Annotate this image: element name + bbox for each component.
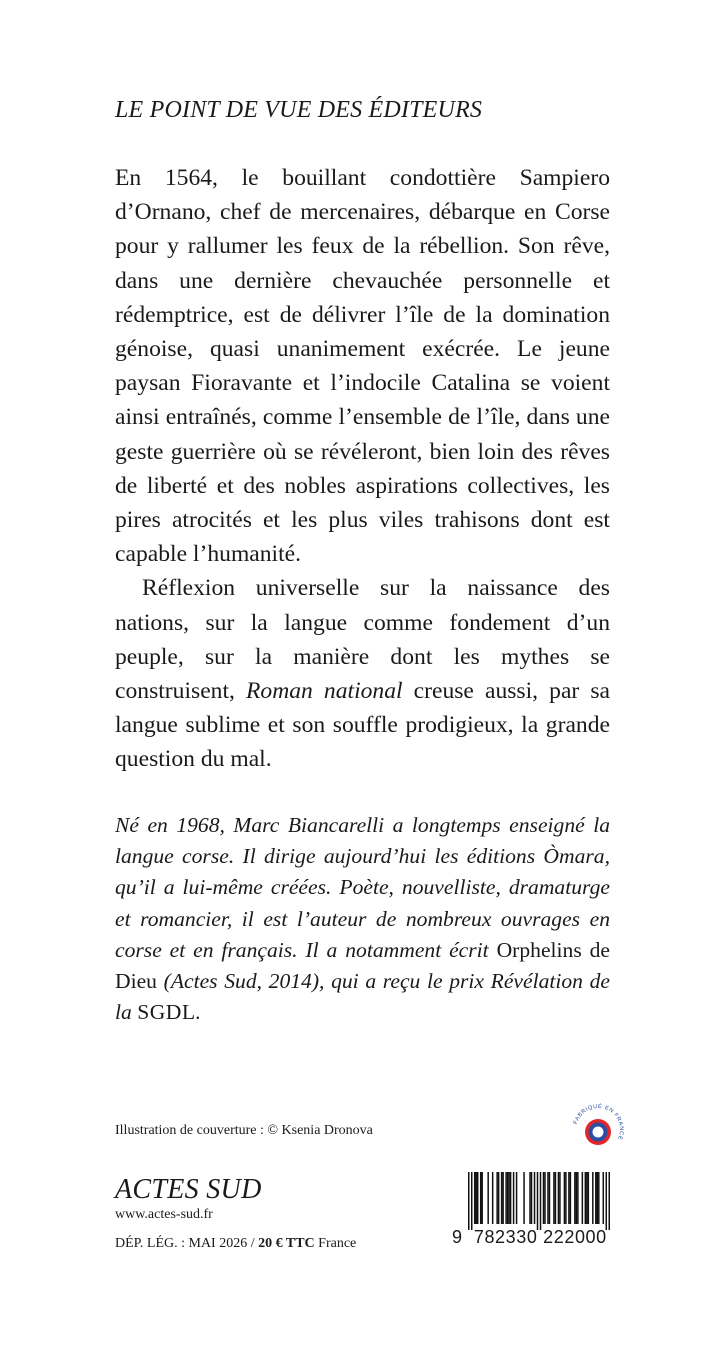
barcode-bar: [516, 1172, 517, 1224]
barcode-bar: [555, 1172, 556, 1224]
barcode-bar: [547, 1172, 548, 1224]
barcode-bar: [471, 1172, 472, 1230]
barcode-bar: [603, 1172, 604, 1224]
barcode-bar: [534, 1172, 535, 1224]
barcode-bar: [588, 1172, 589, 1224]
barcode-group-1: 782330: [473, 1227, 538, 1247]
legal-prefix: DÉP. LÉG. : MAI 2026 /: [115, 1236, 259, 1251]
legal-suffix: France: [314, 1236, 357, 1251]
bio-part-1: Né en 1968, Marc Biancarelli a longtemps enseigné la langue corse. Il dirige aujourd’hui les éditions Òmara, qu’il a lui-même créées. Poète, nouvelliste, dramaturge et romancier, il est l’auteur de nombreux ouvrages en corse et en français. Il a notamment écrit: [115, 813, 610, 962]
barcode-bar: [585, 1172, 586, 1224]
barcode-bar: [577, 1172, 578, 1224]
barcode-bar: [559, 1172, 560, 1224]
barcode-bar: [582, 1172, 583, 1224]
barcode-bar: [586, 1172, 587, 1224]
previous-book-title: Orphelins de Dieu: [115, 937, 610, 994]
barcode-bar: [558, 1172, 559, 1224]
blurb-paragraph-2-before: Réflexion universelle sur la naissance des nations, sur la langue comme fondement d’un peuple, sur la manière dont les mythes se construisent,: [115, 575, 610, 705]
barcode-bar: [496, 1172, 497, 1224]
barcode-bar: [501, 1172, 502, 1224]
barcode-bar: [480, 1172, 481, 1224]
price: 20 € TTC: [258, 1236, 315, 1251]
barcode-bar: [576, 1172, 577, 1224]
blurb-paragraph-1: En 1564, le bouillant condottière Sampiero d’Ornano, chef de mercenaires, débarque en Corse pour y rallumer les feux de la rébellion. Son rêve, dans une dernière chevauchée personnelle et rédemptrice, est de délivrer l’île de la domination génoise, quasi unanimement exécrée. Le jeune paysan Fioravante et l’indocile Catalina se voient ainsi entraînés, comme l’ensemble de l’île, dans une geste guerrière où se révéleront, bien loin des rêves de liberté et des nobles aspirations collectives, les pires atrocités et les plus viles trahisons dont est capable l’humanité.: [115, 165, 610, 568]
section-heading: LE POINT DE VUE DES ÉDITEURS: [115, 97, 483, 123]
publisher-blurb: [115, 161, 610, 777]
barcode-first-digit: 9: [452, 1227, 463, 1247]
made-in-france-logo: [568, 1100, 628, 1160]
barcode-bar: [609, 1172, 610, 1230]
barcode-bar: [549, 1172, 550, 1224]
barcode-bar: [553, 1172, 554, 1224]
barcode-bar: [606, 1172, 607, 1230]
barcode-digits: [452, 1227, 612, 1248]
barcode-bar: [498, 1172, 499, 1224]
barcode-bar: [468, 1172, 469, 1230]
barcode-bar: [474, 1172, 475, 1224]
barcode-bar: [508, 1172, 509, 1224]
bio-org: SGDL: [137, 1000, 196, 1025]
barcode-bar: [537, 1172, 538, 1230]
isbn-barcode: [452, 1172, 612, 1252]
barcode-bar: [565, 1172, 566, 1224]
bio-part-3: .: [195, 1000, 201, 1025]
barcode-bar: [595, 1172, 596, 1224]
barcode-bar: [598, 1172, 599, 1224]
barcode-bar: [492, 1172, 493, 1224]
barcode-bar: [574, 1172, 575, 1224]
barcode-bar: [592, 1172, 593, 1224]
barcode-bar: [543, 1172, 544, 1224]
barcode-bar: [531, 1172, 532, 1224]
barcode-bar: [529, 1172, 530, 1224]
barcode-bar: [510, 1172, 511, 1224]
publisher-website: www.actes-sud.fr: [115, 1207, 213, 1222]
barcode-bar: [513, 1172, 514, 1224]
publisher-name: ACTES SUD: [115, 1174, 262, 1205]
barcode-bars: [468, 1172, 610, 1230]
barcode-bar: [475, 1172, 476, 1224]
logo-text: FABRIQUÉ EN FRANCE: [572, 1103, 625, 1142]
legal-deposit-price: [115, 1236, 356, 1252]
barcode-bar: [523, 1172, 524, 1224]
barcode-bar: [507, 1172, 508, 1224]
barcode-group-2: 222000: [543, 1227, 607, 1247]
barcode-bar: [477, 1172, 478, 1224]
cover-credit: Illustration de couverture : © Ksenia Dronova: [115, 1123, 373, 1138]
author-bio: [115, 810, 610, 1028]
logo-white-center: [593, 1127, 604, 1138]
barcode-bar: [597, 1172, 598, 1224]
bio-part-2: (Actes Sud, 2014), qui a reçu le prix Révélation de la: [115, 969, 610, 1025]
barcode-bar: [568, 1172, 569, 1224]
barcode-bar: [502, 1172, 503, 1224]
barcode-bar: [505, 1172, 506, 1224]
barcode-bar: [540, 1172, 541, 1230]
barcode-bar: [564, 1172, 565, 1224]
barcode-bar: [570, 1172, 571, 1224]
book-title: Roman national: [246, 678, 403, 705]
blurb-paragraph-2: [115, 571, 610, 776]
barcode-bar: [487, 1172, 488, 1224]
barcode-bar: [544, 1172, 545, 1224]
barcode-bar: [481, 1172, 482, 1224]
blurb-paragraph-2-after: creuse aussi, par sa langue sublime et son souffle prodigieux, la grande question du mal.: [115, 678, 610, 773]
